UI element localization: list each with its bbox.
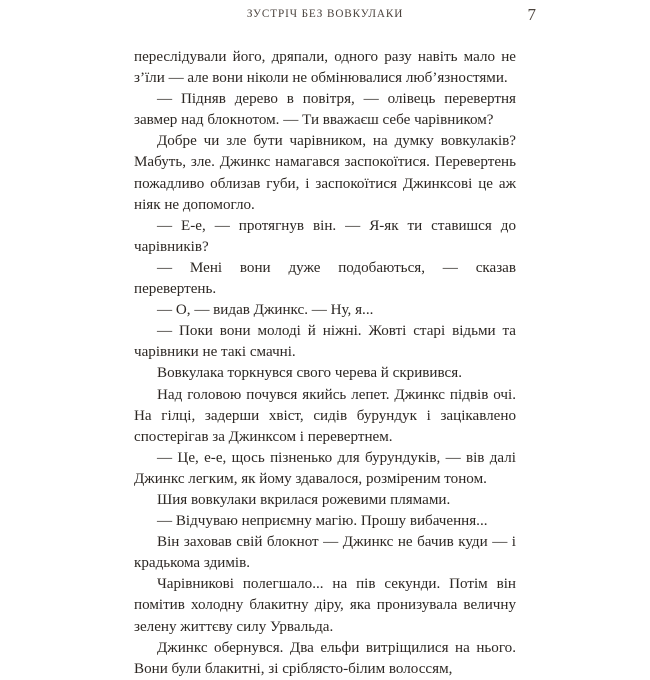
paragraph: Шия вовкулаки вкрилася рожевими плямами. <box>157 491 451 508</box>
running-head <box>134 5 536 28</box>
paragraph: Над головою почувся якийсь лепет. Джинкс підвів очі. На гілці, задерши хвіст, сидів бурундук і зацікавлено спостерігав за Джинксом і перевертнем. <box>134 386 516 445</box>
paragraph: Чарівникові полегшало... на пів секунди. Потім він помітив холодну блакитну діру, яка пронизувала величну зелену життєву силу Урвальда. <box>134 576 516 635</box>
paragraph: Джинкс обернувся. Два ельфи витріщилися на нього. Вони були блакитні, зі сріблясто-білим волоссям, <box>134 639 516 677</box>
paragraph: — О, — видав Джинкс. — Ну, я... <box>157 302 374 319</box>
paragraph: — Мені вони дуже подобаються, — сказав перевертень. <box>134 259 516 298</box>
paragraph: — Поки вони молоді й ніжні. Жовті старі відьми та чарівники не такі смачні. <box>134 323 516 361</box>
paragraph: — Підняв дерево в повітря, — олівець перевертня завмер над блокнотом. — Ти вважаєш себе чарівником? <box>134 91 516 129</box>
paragraph: переслідували його, дряпали, одного разу навіть мало не з’їли — але вони ніколи не обмінювалися люб’язностями. <box>134 49 516 87</box>
paragraph: Вовкулака торкнувся свого черева й скривився. <box>157 365 462 382</box>
paragraph: — Це, е-е, щось пізненько для бурундуків, — вів далі Джинкс легким, як йому здавалося, розміреним тоном. <box>134 449 516 487</box>
paragraph: Він заховав свій блокнот — Джинкс не бачив куди — і крадькома здимів. <box>134 534 516 572</box>
paragraph: — Е-е, — протягнув він. — Я-як ти ставишся до чарівників? <box>134 217 516 255</box>
body-text-block <box>134 47 516 680</box>
page-number: 7 <box>527 5 536 24</box>
running-title: ЗУСТРІЧ БЕЗ ВОВКУЛАКИ <box>246 8 404 20</box>
paragraph: Добре чи зле бути чарівником, на думку вовкулаків? Мабуть, зле. Джинкс намагався заспокоїтися. Перевертень пожадливо облизав губи, і заспокоїтися Джинксові це аж ніяк не допомогло. <box>134 133 516 213</box>
paragraph: — Відчуваю неприємну магію. Прошу вибачення... <box>157 513 488 530</box>
